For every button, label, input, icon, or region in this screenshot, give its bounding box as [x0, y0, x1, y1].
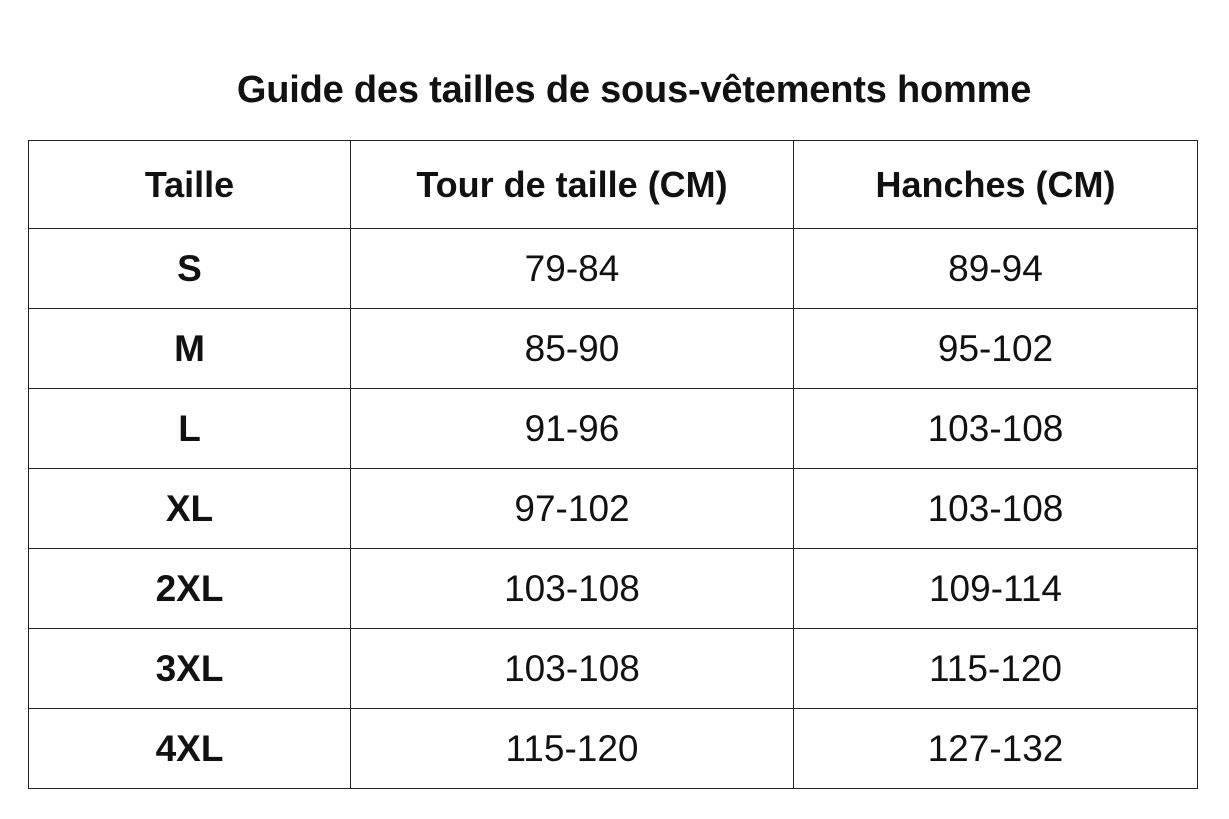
hips-cell: 95-102: [794, 309, 1198, 389]
hips-cell: 103-108: [794, 469, 1198, 549]
header-size: Taille: [29, 141, 351, 229]
table-row: [29, 709, 1198, 789]
size-cell: L: [29, 389, 351, 469]
table-header-row: [29, 141, 1198, 229]
hips-cell: 109-114: [794, 549, 1198, 629]
waist-cell: 79-84: [351, 229, 794, 309]
table-row: [29, 469, 1198, 549]
size-cell: 4XL: [29, 709, 351, 789]
page-title: Guide des tailles de sous-vêtements homme: [236, 69, 1032, 111]
waist-cell: 103-108: [351, 549, 794, 629]
size-chart-table: [28, 140, 1198, 789]
hips-cell: 103-108: [794, 389, 1198, 469]
waist-cell: 115-120: [351, 709, 794, 789]
size-cell: 2XL: [29, 549, 351, 629]
size-cell: M: [29, 309, 351, 389]
waist-cell: 103-108: [351, 629, 794, 709]
hips-cell: 115-120: [794, 629, 1198, 709]
waist-cell: 91-96: [351, 389, 794, 469]
size-cell: XL: [29, 469, 351, 549]
hips-cell: 89-94: [794, 229, 1198, 309]
waist-cell: 85-90: [351, 309, 794, 389]
table-row: [29, 549, 1198, 629]
hips-cell: 127-132: [794, 709, 1198, 789]
table-row: [29, 389, 1198, 469]
waist-cell: 97-102: [351, 469, 794, 549]
table-row: [29, 229, 1198, 309]
table-row: [29, 309, 1198, 389]
size-cell: S: [29, 229, 351, 309]
table-row: [29, 629, 1198, 709]
header-waist: Tour de taille (CM): [351, 141, 794, 229]
size-cell: 3XL: [29, 629, 351, 709]
header-hips: Hanches (CM): [794, 141, 1198, 229]
